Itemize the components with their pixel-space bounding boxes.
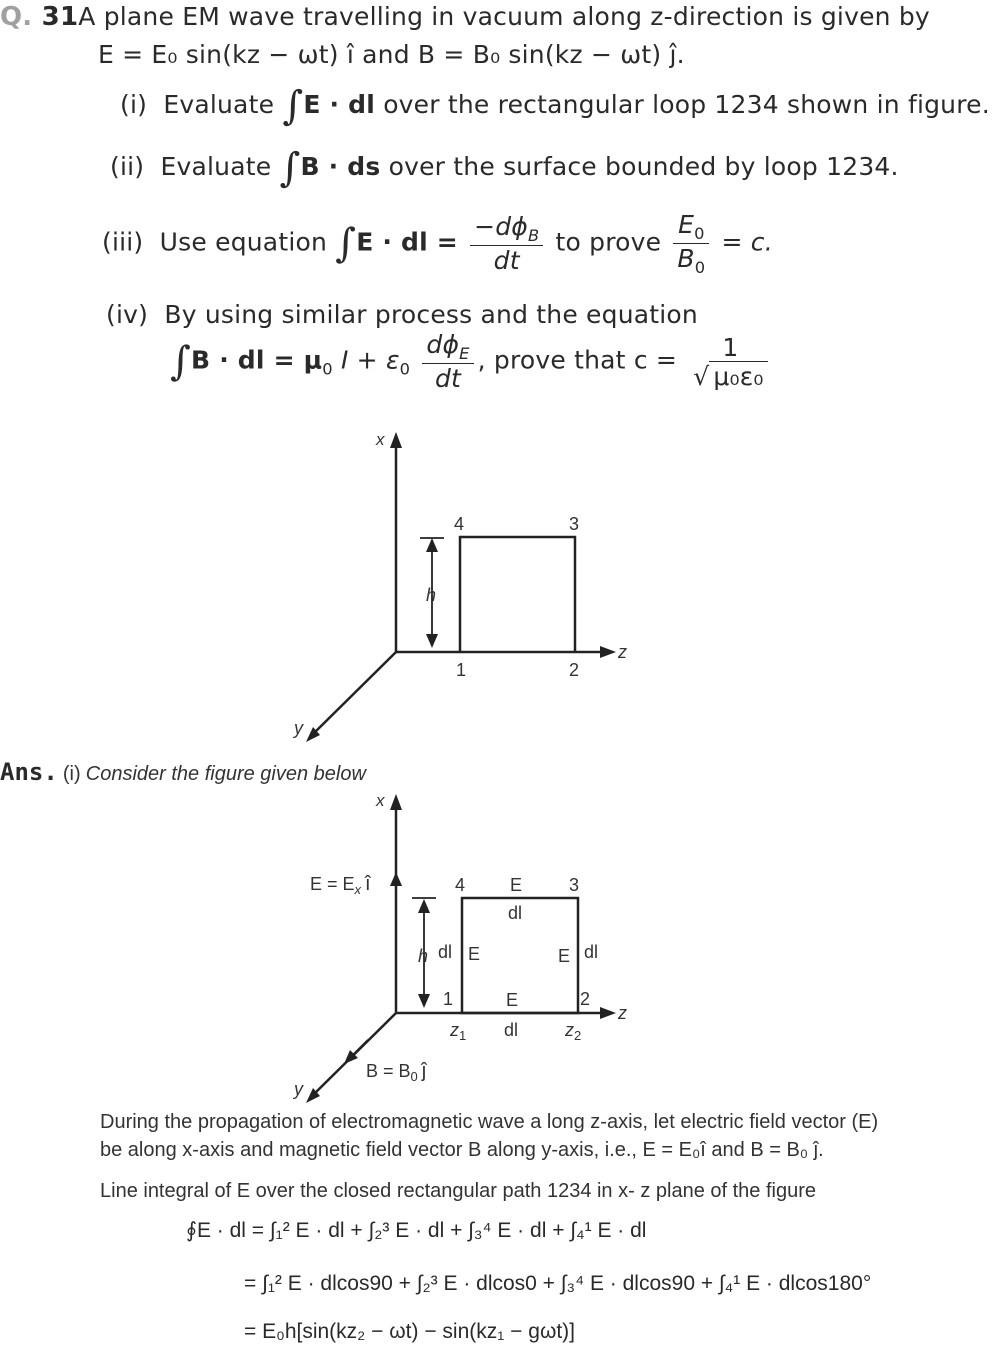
fraction-dphiE-dt: $\frac{d\phi_E}{dt}$ [422, 330, 473, 393]
part-iv: (iv) By using similar process and the equation [106, 300, 698, 329]
corner-1-label: 1 [456, 660, 467, 680]
y-axis-line [312, 652, 396, 735]
corner-2-label: 2 [569, 660, 580, 680]
axis-x-label: x [376, 430, 385, 449]
part-iv-equation: ∫B · dl = $\mu_0$ $I + \varepsilon_0$ $\frac{d\phi_E}{dt}$ , prove that c = 1 √ μ₀ε₀ [170, 330, 776, 393]
right-e-label: E [558, 946, 571, 966]
axis-z-label: z [618, 1003, 627, 1023]
integral-sign: ∫ [282, 83, 304, 129]
paragraph-2: Line integral of E over the closed rectangular path 1234 in x- z plane of the figure [100, 1180, 817, 1202]
corner-4-label: 4 [454, 514, 465, 534]
axis-y-label: y [294, 1079, 303, 1099]
left-e-label: E [468, 944, 481, 964]
axis-y-label: y [294, 718, 303, 738]
b-field-label: $B = B_0$ ĵ [366, 1060, 427, 1084]
right-dl-label: dl [584, 942, 599, 962]
height-label: h [418, 946, 429, 966]
e-field-label: $E = E_x$ î [310, 873, 371, 897]
height-arrow-down [426, 634, 438, 648]
axis-z-label: z [618, 642, 627, 662]
answer-intro: Consider the figure given below [85, 763, 366, 785]
question-header [0, 2, 930, 32]
bottom-dl-label: dl [504, 1020, 519, 1040]
z-axis-arrowhead [600, 646, 616, 658]
axis-x-label: x [376, 791, 385, 810]
top-dl-label: dl [508, 903, 523, 923]
question-label: Q. 31 [0, 2, 79, 32]
z2-label: $z_2$ [565, 1020, 582, 1043]
height-arrow-down [418, 994, 430, 1008]
height-arrow-up [418, 899, 430, 913]
question-intro-line1: A plane EM wave travelling in vacuum along z-direction is given by [78, 2, 930, 31]
figure-2-loop-diagram [280, 788, 660, 1108]
corner-3-label: 3 [569, 514, 580, 534]
integral-sign: ∫ [170, 338, 192, 385]
fraction-1-sqrt-mu-eps: 1 √ μ₀ε₀ [689, 333, 771, 391]
x-axis-arrowhead [390, 432, 402, 448]
corner-2-label: 2 [580, 989, 591, 1009]
corner-4-label: 4 [455, 875, 466, 895]
part-iii: (iii) Use equation ∫E · dl = $\frac{-d\phi_B}{dt}$ to prove $\frac{E_0}{B_0}$ = c. [102, 210, 773, 277]
x-axis-arrowhead [390, 794, 402, 810]
e-field-arrowhead [390, 872, 402, 886]
paragraph-1-line-2: be along x-axis and magnetic field vector B along y-axis, i.e., E = E₀î and B = B₀ ĵ. [100, 1139, 824, 1161]
corner-1-label: 1 [443, 989, 454, 1009]
height-label: h [426, 585, 437, 605]
part-ii: (ii) Evaluate ∫B · ds over the surface bounded by loop 1234. [110, 145, 899, 191]
answer-label: Ans. [0, 758, 58, 786]
z1-label: $z_1$ [450, 1020, 467, 1043]
question-intro-line2: E = E₀ sin(kz − ωt) î and B = B₀ sin(kz − ωt) ĵ. [98, 40, 685, 69]
fraction-E0-B0: $\frac{E_0}{B_0}$ [673, 210, 709, 277]
equation-line-3: = E₀h[sin(kz₂ − ωt) − sin(kz₁ − gωt)] [244, 1320, 576, 1343]
bottom-e-label: E [506, 990, 519, 1010]
paragraph-1-line-1: During the propagation of electromagnetic wave a long z-axis, let electric field vector (E) [100, 1111, 879, 1133]
integral-sign: ∫ [279, 145, 301, 191]
figure-1-loop-diagram [280, 425, 660, 745]
fraction-dphiB-dt: $\frac{-d\phi_B}{dt}$ [470, 212, 543, 275]
equation-line-2: = ∫₁² E · dlcos90 + ∫₂³ E · dlcos0 + ∫₃⁴ E · dlcos90 + ∫₄¹ E · dlcos180° [244, 1272, 872, 1295]
part-i: (i) Evaluate ∫E · dl over the rectangular loop 1234 shown in figure. [120, 83, 990, 129]
left-dl-label: dl [438, 942, 453, 962]
answer-header: Ans. (i) Consider the figure given below [0, 758, 366, 786]
top-e-label: E [510, 875, 523, 895]
corner-3-label: 3 [569, 875, 580, 895]
z-axis-arrowhead [600, 1007, 616, 1019]
height-arrow-up [426, 538, 438, 552]
loop-rectangle [460, 537, 575, 652]
equation-line-1: ∮E · dl = ∫₁² E · dl + ∫₂³ E · dl + ∫₃⁴ E · dl + ∫₄¹ E · dl [186, 1219, 647, 1242]
integral-sign: ∫ [335, 220, 357, 267]
